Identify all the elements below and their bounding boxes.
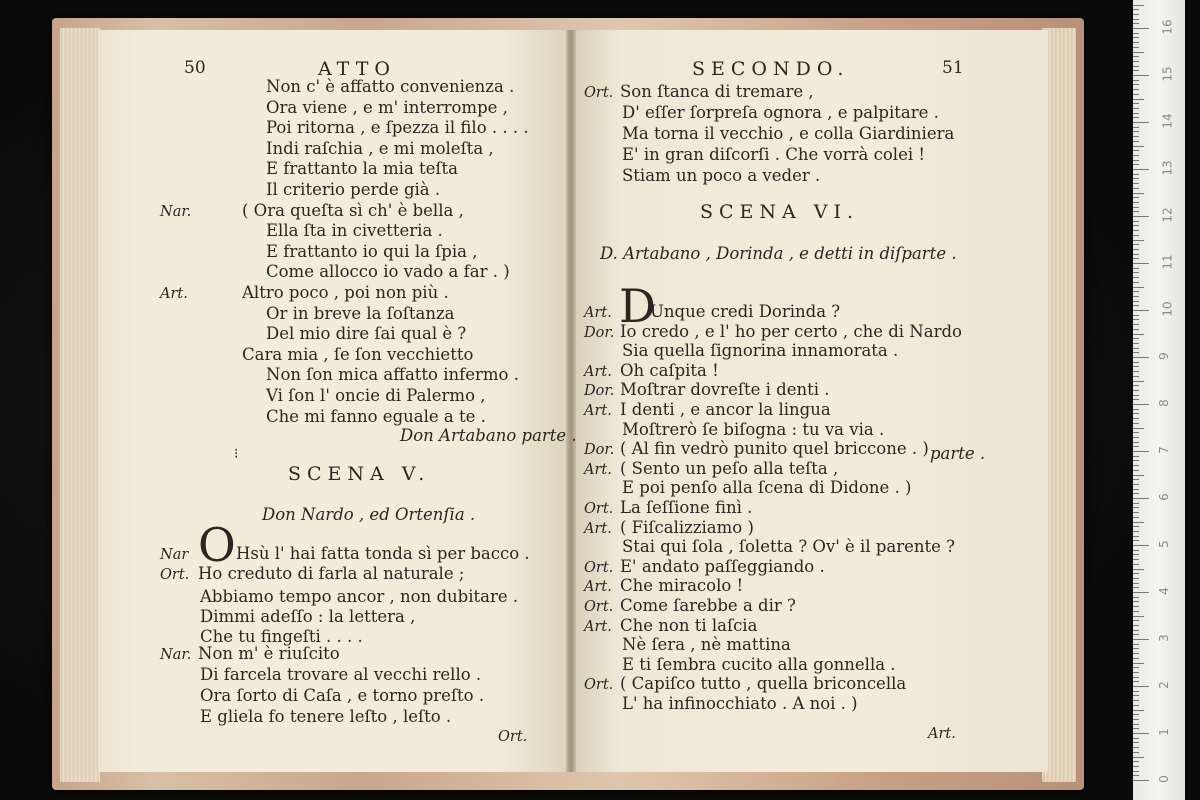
ruler-tick xyxy=(1133,221,1139,222)
ruler-tick xyxy=(1133,131,1139,132)
verse-line: Sia quella ſignorina innamorata . xyxy=(622,341,899,361)
ruler-tick xyxy=(1133,489,1139,490)
ruler-tick xyxy=(1133,634,1139,635)
verse-line: Cara mia , ſe ſon vecchietto xyxy=(242,344,474,364)
ruler-tick xyxy=(1133,33,1139,34)
speaker-label: Art. xyxy=(584,579,612,596)
verse-line: D' eſſer ſorpreſa ognora , e palpitare . xyxy=(622,103,939,122)
verse-line: Io credo , e l' ho per certo , che di Nardo xyxy=(620,321,962,341)
ruler-tick xyxy=(1133,235,1139,236)
ruler-tick xyxy=(1133,578,1139,579)
ruler-tick xyxy=(1133,301,1139,302)
verse-line: Ella ſta in civetteria . xyxy=(266,221,443,241)
ruler-tick xyxy=(1133,761,1139,762)
ruler-tick xyxy=(1133,691,1139,692)
left-drop-cap: O xyxy=(198,518,236,572)
verse-line: La ſeſſione finì . xyxy=(620,498,753,517)
ruler-tick xyxy=(1133,178,1139,179)
verse-line: E ti ſembra cucito alla gonnella . xyxy=(622,654,896,674)
ruler-tick xyxy=(1133,766,1139,767)
verse-line: Son ſtanca di tremare , xyxy=(620,82,814,101)
ruler-label: 5 xyxy=(1156,540,1171,548)
ruler-tick xyxy=(1133,108,1139,109)
ruler-tick xyxy=(1133,193,1144,194)
ruler-tick xyxy=(1133,225,1139,226)
verse-line: Abbiamo tempo ancor , non dubitare . xyxy=(200,587,519,606)
ruler-tick xyxy=(1133,446,1139,447)
verse-line: Poi ritorna , e ſpezza il filo . . . . xyxy=(266,118,529,138)
verse-line: E frattanto io qui la ſpia , xyxy=(266,241,478,261)
verse-line: Che miracolo ! xyxy=(620,576,744,596)
ruler-tick xyxy=(1133,771,1139,772)
ruler-tick xyxy=(1133,122,1149,123)
verse-line: ( Sento un peſo alla teſta , xyxy=(620,458,839,478)
ruler-tick xyxy=(1133,5,1144,6)
ruler-tick xyxy=(1133,103,1139,104)
ruler-tick xyxy=(1133,738,1139,739)
verse-line: Di farcela trovare al vecchi rello . xyxy=(200,665,482,684)
ruler-tick xyxy=(1133,216,1149,217)
verse-line: E' andato paſſeggiando . xyxy=(620,556,825,576)
ruler-tick xyxy=(1133,117,1139,118)
ruler-tick xyxy=(1133,512,1139,513)
verse-line: ( Capiſco tutto , quella briconcella xyxy=(620,674,907,694)
left-scene-cast: Don Nardo , ed Ortenſia . xyxy=(262,505,476,524)
left-scene-heading: SCENA V. xyxy=(288,463,431,485)
verse-line: Non m' è riuſcito xyxy=(198,644,340,663)
ruler-tick xyxy=(1133,559,1139,560)
speaker-label: Ort. xyxy=(584,85,614,101)
verse-line: Moſtrerò ſe biſogna : tu va via . xyxy=(622,419,885,439)
verse-line: Vi ſon l' oncie di Palermo , xyxy=(266,386,486,405)
speaker-label: Nar. xyxy=(160,203,192,220)
ruler-label: 4 xyxy=(1156,587,1171,595)
ruler-tick xyxy=(1133,362,1139,363)
ruler-tick xyxy=(1133,710,1144,711)
left-running-head: ATTO xyxy=(318,58,396,80)
ruler-tick xyxy=(1133,164,1139,165)
ruler-tick xyxy=(1133,348,1139,349)
ruler-tick xyxy=(1133,371,1139,372)
ruler-tick xyxy=(1133,432,1139,433)
speaker-label: Art. xyxy=(584,305,612,321)
ruler-tick xyxy=(1133,37,1139,38)
ruler-tick xyxy=(1133,639,1149,640)
ruler-tick xyxy=(1133,141,1139,142)
ruler-tick xyxy=(1133,329,1139,330)
speaker-label: Dor. xyxy=(584,383,615,400)
ruler-tick xyxy=(1133,99,1144,100)
verse-line: Del mio dire ſai qual è ? xyxy=(266,324,467,344)
book-gutter xyxy=(566,30,576,772)
verse-line: Stai qui ſola , ſoletta ? Ov' è il parente ? xyxy=(622,537,956,557)
ruler-tick xyxy=(1133,653,1139,654)
ruler-label: 9 xyxy=(1156,352,1171,360)
verse-line: Stiam un poco a veder . xyxy=(622,166,821,185)
speaker-label: Ort. xyxy=(584,599,614,615)
ruler-tick xyxy=(1133,211,1139,212)
ruler-tick xyxy=(1133,724,1139,725)
ruler-tick xyxy=(1133,592,1149,593)
ruler-tick xyxy=(1133,324,1139,325)
ruler-tick xyxy=(1133,658,1139,659)
ruler-tick xyxy=(1133,357,1149,358)
ruler-tick xyxy=(1133,399,1139,400)
ruler-tick xyxy=(1133,493,1139,494)
verse-line: Moſtrar dovreſte i denti . xyxy=(620,380,830,400)
ruler-tick xyxy=(1133,338,1139,339)
speaker-label: Art. xyxy=(584,461,612,478)
ruler-tick xyxy=(1133,752,1139,753)
ruler-tick xyxy=(1133,28,1149,29)
ruler-tick xyxy=(1133,155,1139,156)
ruler-tick xyxy=(1133,70,1139,71)
ruler-tick xyxy=(1133,385,1139,386)
ruler-tick xyxy=(1133,258,1139,259)
ruler-tick xyxy=(1133,437,1139,438)
ruler-tick xyxy=(1133,757,1144,758)
ruler-tick xyxy=(1133,616,1144,617)
ruler-tick xyxy=(1133,52,1144,53)
verse-line: L' ha infinocchiato . A noi . ) xyxy=(622,694,858,713)
ruler-tick xyxy=(1133,89,1139,90)
ruler-tick xyxy=(1133,460,1139,461)
ruler-tick xyxy=(1133,587,1139,588)
verse-line: Indi raſchia , e mi moleſta , xyxy=(266,138,494,158)
ruler-tick xyxy=(1133,695,1139,696)
ruler-tick xyxy=(1133,620,1139,621)
ruler-tick xyxy=(1133,127,1139,128)
speaker-label: Ort. xyxy=(584,501,614,517)
left-exit-direction: Don Artabano parte . xyxy=(400,426,577,445)
ruler-tick xyxy=(1133,390,1139,391)
ruler-tick xyxy=(1133,174,1139,175)
ruler-tick xyxy=(1133,381,1144,382)
ruler-tick xyxy=(1133,352,1139,353)
verse-line: Oh caſpita ! xyxy=(620,360,719,380)
verse-line: Che non ti laſcia xyxy=(620,615,758,635)
ruler-tick xyxy=(1133,747,1139,748)
ruler-tick xyxy=(1133,611,1139,612)
ruler-tick xyxy=(1133,9,1139,10)
ruler-tick xyxy=(1133,569,1144,570)
ruler-tick xyxy=(1133,601,1139,602)
ruler-label: 12 xyxy=(1160,207,1175,223)
right-scene-cast: D. Artabano , Dorinda , e detti in diſparte . xyxy=(600,244,957,263)
speaker-label: Ort. xyxy=(584,559,614,576)
ruler-tick xyxy=(1133,451,1149,452)
ruler-tick xyxy=(1133,536,1139,537)
ruler-tick xyxy=(1133,545,1149,546)
ruler-tick xyxy=(1133,80,1139,81)
ruler-tick xyxy=(1133,686,1149,687)
ruler-tick xyxy=(1133,667,1139,668)
ruler-tick xyxy=(1133,456,1139,457)
ruler-tick xyxy=(1133,714,1139,715)
page-edges-left xyxy=(60,28,100,782)
verse-line: Ora viene , e m' interrompe , xyxy=(266,97,508,117)
ruler-tick xyxy=(1133,56,1139,57)
verse-line: E gliela fo tenere leſto , leſto . xyxy=(200,707,452,726)
ruler-tick xyxy=(1133,113,1139,114)
right-drop-cap: D xyxy=(619,279,656,333)
verse-line: Come allocco io vado a far . ) xyxy=(266,262,510,282)
verse-line: I denti , e ancor la lingua xyxy=(620,400,831,419)
verse-line: Altro poco , poi non più . xyxy=(242,283,449,302)
ruler-label: 6 xyxy=(1156,493,1171,501)
ruler-label: 1 xyxy=(1156,728,1171,736)
ruler-tick xyxy=(1133,465,1139,466)
ruler-tick xyxy=(1133,169,1149,170)
ruler-tick xyxy=(1133,136,1139,137)
left-page-number: 50 xyxy=(184,58,206,78)
ruler-tick xyxy=(1133,423,1139,424)
ruler-tick xyxy=(1133,719,1139,720)
ruler-tick xyxy=(1133,413,1139,414)
ruler-tick xyxy=(1133,197,1139,198)
ruler-tick xyxy=(1133,700,1139,701)
ruler-tick xyxy=(1133,648,1139,649)
ruler-tick xyxy=(1133,42,1139,43)
verse-line: E' in gran diſcorſi . Che vorrà colei ! xyxy=(622,145,926,164)
ruler-tick xyxy=(1133,597,1139,598)
ruler-label: 15 xyxy=(1160,66,1175,82)
verse-line: Non c' è affatto convenienza . xyxy=(266,77,515,96)
ruler-tick xyxy=(1133,409,1139,410)
ruler-tick xyxy=(1133,160,1139,161)
right-page-number: 51 xyxy=(942,58,964,78)
ruler-tick xyxy=(1133,442,1139,443)
ruler-tick xyxy=(1133,507,1139,508)
ruler-tick xyxy=(1133,75,1149,76)
verse-line: Hsù l' hai fatta tonda sì per bacco . xyxy=(236,544,530,563)
ruler-tick xyxy=(1133,583,1139,584)
ruler-tick xyxy=(1133,254,1139,255)
verse-line: Che mi fanno eguale a te . xyxy=(266,406,486,426)
ruler-tick xyxy=(1133,554,1139,555)
ruler-tick xyxy=(1133,418,1139,419)
ruler-tick xyxy=(1133,517,1139,518)
verse-line: ( Ora queſta sì ch' è bella , xyxy=(242,200,464,220)
ruler-tick xyxy=(1133,728,1139,729)
ruler-tick xyxy=(1133,630,1139,631)
ruler-tick xyxy=(1133,263,1149,264)
right-scene-heading: SCENA VI. xyxy=(700,201,860,223)
verse-line: Ma torna il vecchio , e colla Giardiniera xyxy=(622,124,955,143)
verse-line: Come ſarebbe a dir ? xyxy=(620,596,796,615)
ruler-tick xyxy=(1133,564,1139,565)
ruler-tick xyxy=(1133,334,1144,335)
right-catchword: Art. xyxy=(928,726,956,742)
ruler-tick xyxy=(1133,315,1139,316)
speaker-label: Nar. xyxy=(160,647,192,663)
speaker-label: Ort. xyxy=(584,677,614,694)
right-running-head: SECONDO. xyxy=(692,58,850,80)
speaker-label: Art. xyxy=(584,363,612,380)
verse-line: E poi penſo alla ſcena di Didone . ) xyxy=(622,478,912,498)
speaker-label: Dor. xyxy=(584,324,615,341)
speaker-label: Art. xyxy=(584,520,612,537)
ruler-tick xyxy=(1133,733,1149,734)
ruler-tick xyxy=(1133,343,1139,344)
ruler-tick xyxy=(1133,310,1149,311)
ruler-tick xyxy=(1133,188,1139,189)
ruler-label: 11 xyxy=(1160,254,1175,270)
ink-mark: ⁝ xyxy=(234,446,239,462)
verse-line: Ora ſorto di Caſa , e torno preſto . xyxy=(200,686,485,705)
verse-line: Che tu fingeſti . . . . xyxy=(200,627,363,646)
ruler-tick xyxy=(1133,319,1139,320)
speaker-label: Nar xyxy=(160,547,189,563)
ruler-label: 14 xyxy=(1160,113,1175,129)
speaker-label: Art. xyxy=(160,286,188,302)
ruler-tick xyxy=(1133,146,1144,147)
ruler-tick xyxy=(1133,183,1139,184)
ruler-tick xyxy=(1133,84,1139,85)
ruler-tick xyxy=(1133,376,1139,377)
ruler-tick xyxy=(1133,677,1139,678)
ruler-tick xyxy=(1133,240,1144,241)
verse-line: Dimmi adeſſo : la lettera , xyxy=(200,607,416,626)
verse-line: Nè ſera , nè mattina xyxy=(622,635,791,655)
ruler-tick xyxy=(1133,19,1139,20)
ruler-tick xyxy=(1133,470,1139,471)
ruler-tick xyxy=(1133,404,1149,405)
ruler-tick xyxy=(1133,282,1139,283)
ruler-tick xyxy=(1133,287,1144,288)
ruler-tick xyxy=(1133,244,1139,245)
ruler-tick xyxy=(1133,94,1139,95)
ruler-tick xyxy=(1133,207,1139,208)
verse-line: ( Al fin vedrò punito quel briccone . ) xyxy=(620,439,929,459)
ruler-tick xyxy=(1133,705,1139,706)
ruler-tick xyxy=(1133,780,1149,781)
ruler-label: 8 xyxy=(1156,399,1171,407)
ruler-label: 13 xyxy=(1160,160,1175,176)
right-exit-direction: parte . xyxy=(930,444,986,463)
ruler-label: 3 xyxy=(1156,634,1171,642)
ruler-tick xyxy=(1133,23,1139,24)
ruler-tick xyxy=(1133,150,1139,151)
ruler-tick xyxy=(1133,672,1139,673)
ruler-tick xyxy=(1133,47,1139,48)
verse-line: Il criterio perde già . xyxy=(266,180,441,199)
ruler-tick xyxy=(1133,277,1139,278)
ruler-tick xyxy=(1133,479,1139,480)
verse-line: Ho creduto di farla al naturale ; xyxy=(198,564,465,583)
ruler-tick xyxy=(1133,550,1139,551)
ruler-tick xyxy=(1133,291,1139,292)
ruler-tick xyxy=(1133,775,1139,776)
ruler-label: 2 xyxy=(1156,681,1171,689)
ruler-tick xyxy=(1133,66,1139,67)
ruler-tick xyxy=(1133,540,1139,541)
speaker-label: Dor. xyxy=(584,442,615,459)
left-catchword: Ort. xyxy=(498,729,528,745)
ruler-tick xyxy=(1133,663,1144,664)
ruler-label: 7 xyxy=(1156,446,1171,454)
ruler-tick xyxy=(1133,573,1139,574)
ruler-label: 10 xyxy=(1160,301,1175,317)
verse-line: Unque credi Dorinda ? xyxy=(650,302,841,321)
ruler-tick xyxy=(1133,503,1139,504)
ruler-tick xyxy=(1133,498,1149,499)
ruler-tick xyxy=(1133,531,1139,532)
ruler-tick xyxy=(1133,366,1139,367)
ruler-tick xyxy=(1133,395,1139,396)
ruler-tick xyxy=(1133,526,1139,527)
ruler-tick xyxy=(1133,202,1139,203)
ruler-tick xyxy=(1133,475,1144,476)
ruler-tick xyxy=(1133,296,1139,297)
ruler-tick xyxy=(1133,249,1139,250)
verse-line: ( Fiſcalizziamo ) xyxy=(620,517,754,537)
ruler-tick xyxy=(1133,14,1139,15)
ruler-tick xyxy=(1133,268,1139,269)
ruler-tick xyxy=(1133,625,1139,626)
verse-line: E frattanto la mia teſta xyxy=(266,159,458,179)
ruler-tick xyxy=(1133,428,1144,429)
ruler-tick xyxy=(1133,272,1139,273)
ruler-tick xyxy=(1133,522,1144,523)
speaker-label: Art. xyxy=(584,618,612,635)
ruler-tick xyxy=(1133,230,1139,231)
verse-line: Or in breve la ſoſtanza xyxy=(266,303,455,323)
speaker-label: Ort. xyxy=(160,567,190,583)
ruler-tick xyxy=(1133,484,1139,485)
speaker-label: Art. xyxy=(584,403,612,419)
ruler-label: 16 xyxy=(1160,19,1175,35)
ruler-tick xyxy=(1133,681,1139,682)
ruler-label: 0 xyxy=(1156,775,1171,783)
verse-line: Non ſon mica affatto infermo . xyxy=(266,365,519,385)
ruler-tick xyxy=(1133,305,1139,306)
ruler-tick xyxy=(1133,61,1139,62)
ruler-tick xyxy=(1133,606,1139,607)
ruler-tick xyxy=(1133,742,1139,743)
ruler-tick xyxy=(1133,644,1139,645)
